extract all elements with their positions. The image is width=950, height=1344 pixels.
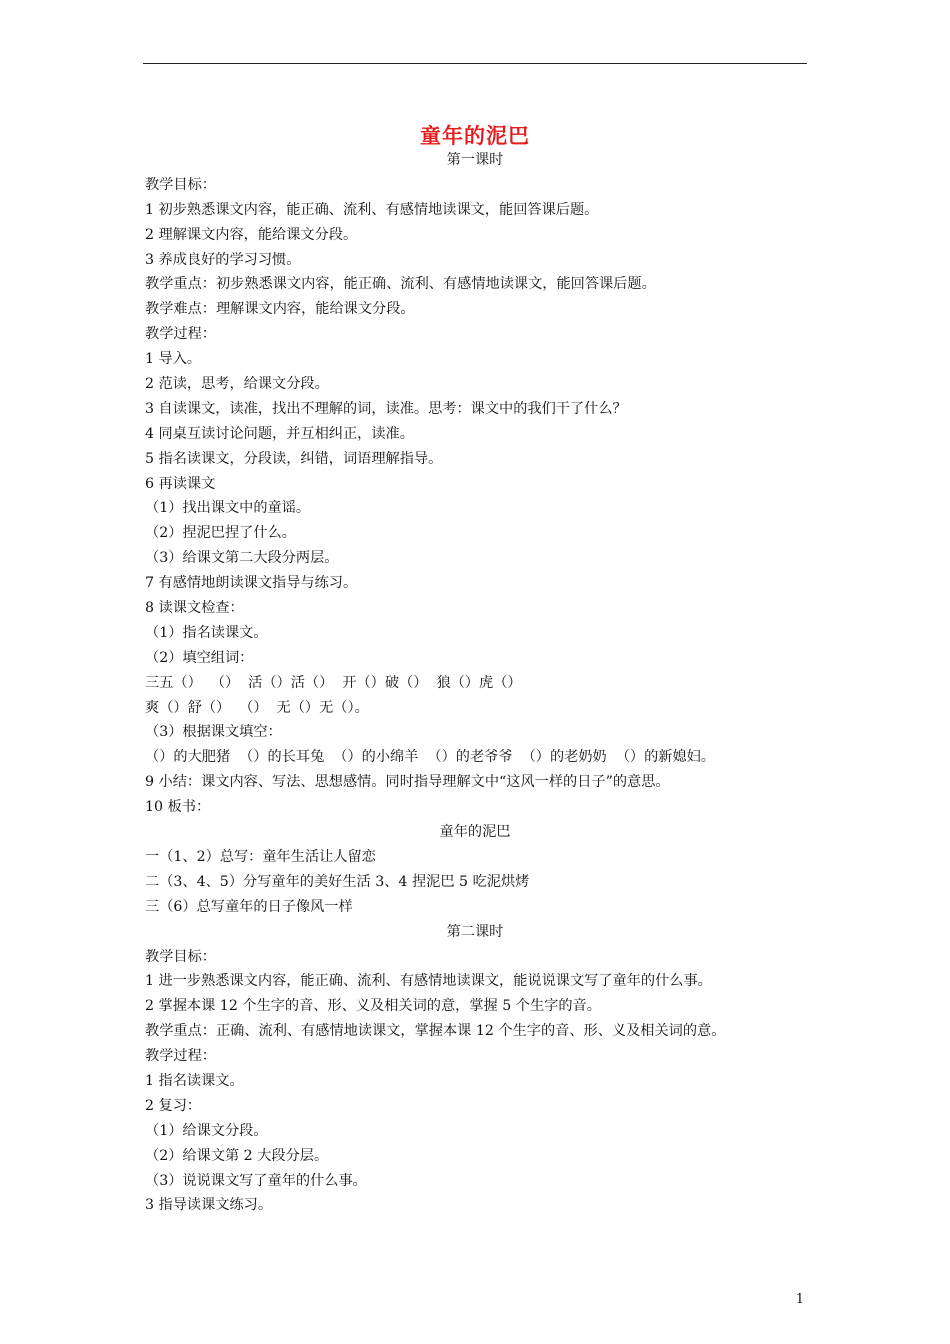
text-line: 2 范读，思考，给课文分段。: [145, 376, 329, 393]
text-line: 1 导入。: [145, 351, 202, 368]
text-line: 1 进一步熟悉课文内容，能正确、流利、有感情地读课文，能说说课文写了童年的什么事。: [145, 973, 712, 990]
text-line: 教学重点：初步熟悉课文内容，能正确、流利、有感情地读课文，能回答课后题。: [145, 276, 656, 293]
text-line: 2 复习：: [145, 1097, 202, 1114]
text-line: （3）说说课文写了童年的什么事。: [145, 1172, 367, 1189]
text-line: （2）捏泥巴捏了什么。: [145, 525, 296, 542]
text-line: 1 初步熟悉课文内容，能正确、流利、有感情地读课文，能回答课后题。: [145, 201, 599, 218]
text-line: （2）填空组词：: [145, 649, 254, 666]
text-line: 9 小结：课文内容、写法、思想感情。同时指导理解文中“这风一样的日子”的意思。: [145, 774, 670, 791]
text-line: 教学过程：: [145, 1048, 216, 1065]
text-line: 教学目标：: [145, 176, 216, 193]
section-heading: 第一课时: [446, 152, 504, 168]
text-line: 10 板书：: [145, 799, 211, 816]
text-line: 7 有感情地朗读课文指导与练习。: [145, 575, 358, 592]
text-line: 1 指名读课文。: [145, 1072, 244, 1089]
text-line: （1）指名读课文。: [145, 624, 268, 641]
section-heading: 童年的泥巴: [439, 824, 511, 841]
text-line: （3）给课文第二大段分两层。: [145, 550, 339, 567]
text-line: 爽（）舒（） （） 无（）无（）。: [145, 699, 369, 716]
document-title: 童年的泥巴: [420, 124, 530, 148]
text-line: 8 读课文检查：: [145, 600, 244, 617]
text-line: （1）给课文分段。: [145, 1122, 268, 1139]
text-line: 三五（） （） 活（）活（） 开（）破（） 狼（）虎（）: [145, 674, 522, 691]
page-number: 1: [795, 1292, 804, 1307]
text-line: 3 自读课文，读准，找出不理解的词，读准。思考：课文中的我们干了什么？: [145, 400, 627, 417]
text-line: 三（6）总写童年的日子像风一样: [145, 898, 353, 915]
document-body: [145, 148, 825, 1218]
header-rule: [143, 63, 807, 64]
text-line: （）的大肥猪 （）的长耳兔 （）的小绵羊 （）的老爷爷 （）的老奶奶 （）的新媳妇。: [145, 749, 716, 766]
text-line: 4 同桌互读讨论问题，并互相纠正，读准。: [145, 425, 414, 442]
text-line: 2 掌握本课 12 个生字的音、形、义及相关词的意，掌握 5 个生字的音。: [145, 998, 601, 1015]
text-line: （3）根据课文填空：: [145, 724, 282, 741]
text-line: 2 理解课文内容，能给课文分段。: [145, 226, 358, 243]
text-line: （1）找出课文中的童谣。: [145, 500, 311, 517]
text-line: 一（1、2）总写：童年生活让人留恋: [145, 848, 376, 865]
text-line: （2）给课文第 2 大段分层。: [145, 1147, 329, 1164]
text-line: 3 指导读课文练习。: [145, 1197, 273, 1214]
text-line: 3 养成良好的学习习惯。: [145, 251, 301, 268]
text-line: 5 指名读课文，分段读，纠错，词语理解指导。: [145, 450, 443, 467]
section-heading: 第二课时: [446, 923, 504, 940]
text-line: 教学难点：理解课文内容，能给课文分段。: [145, 301, 415, 318]
text-line: 教学过程：: [145, 326, 216, 343]
text-line: 二（3、4、5）分写童年的美好生活 3、4 捏泥巴 5 吃泥烘烤: [145, 873, 530, 890]
text-line: 教学目标：: [145, 948, 216, 965]
text-line: 6 再读课文: [145, 475, 216, 492]
text-line: 教学重点：正确、流利、有感情地读课文，掌握本课 12 个生字的音、形、义及相关词的意。: [145, 1023, 726, 1040]
